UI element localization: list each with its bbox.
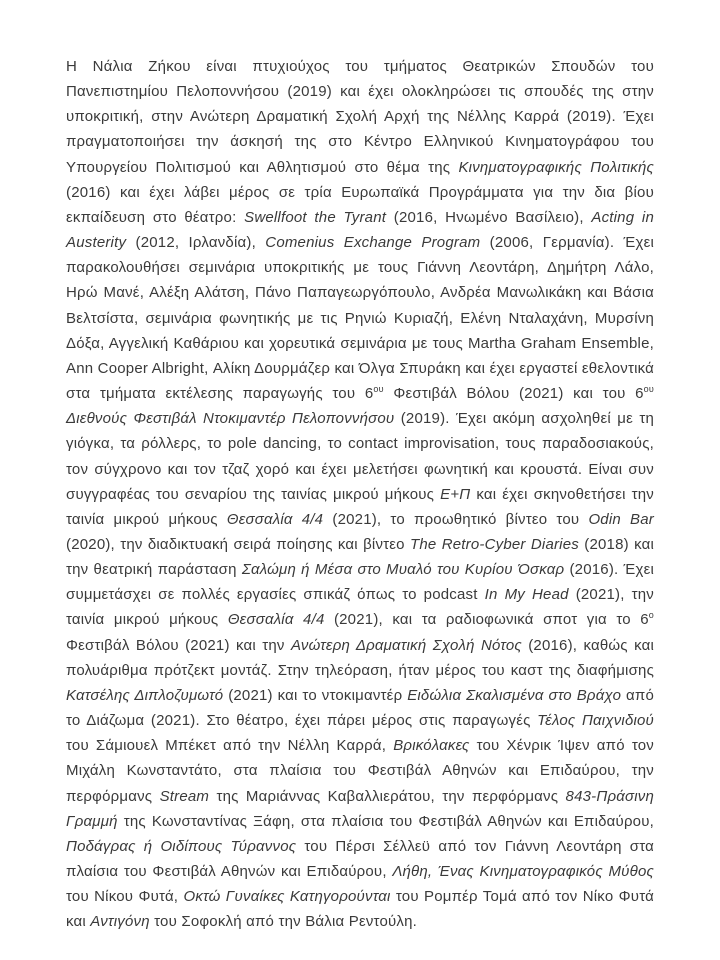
text-run: του Σάμιουελ Μπέκετ από την Νέλλη Καρρά, (66, 737, 394, 755)
title-italic-run: Θεσσαλία 4/4 (226, 510, 324, 528)
title-italic-run: Odin Bar (588, 510, 654, 528)
text-run: (2016) και έχει λάβει μέρος σε τρία Ευρωπαϊκά Προγράμματα για την δια βίου εκπαίδευση στο θέατρο: (66, 183, 654, 226)
text-run: του Πέρσι Σέλλεϋ από τον Γιάννη Λεοντάρη στα πλαίσια του Φεστιβάλ Αθηνών και Επιδαύρου, (66, 837, 654, 880)
text-run: (2021), το προωθητικό βίντεο του (323, 510, 589, 528)
text-run: Φεστιβάλ Βόλου (2021) και του 6 (383, 385, 644, 403)
text-run: (2016, Ηνωμένο Βασίλειο), (386, 208, 592, 226)
title-italic-run: Τέλος Παιχνιδιού (537, 712, 654, 730)
title-italic-run: Swellfoot the Tyrant (244, 208, 387, 226)
title-italic-run: Βρικόλακες (393, 737, 470, 755)
text-run: της Μαριάννας Καβαλλιεράτου, την περφόρμανς (209, 787, 566, 805)
title-italic-run: Ε+Π (440, 485, 471, 503)
text-run: (2019). Έχει ακόμη ασχοληθεί με τη γιόγκα, τα ρόλλερς, το pole dancing, το contact improvisation, τους παραδοσιακούς, τον σύγχρονο και τον τζαζ χορό και έχει μελετήσει φωνητική και κρουστά. Είναι συν συγγραφέας του σεναρίου της ταινίας μικρού μήκους (66, 410, 654, 503)
title-italic-run: Οκτώ Γυναίκες Κατηγορούνται (183, 888, 391, 906)
title-italic-run: Θεσσαλία 4/4 (227, 611, 325, 629)
text-run: (2021) και το ντοκιμαντέρ (223, 686, 408, 704)
ordinal-superscript: ου (643, 384, 654, 395)
ordinal-superscript: ο (648, 610, 654, 621)
text-run: του Νίκου Φυτά, (66, 888, 184, 906)
text-run: από το Διάζωμα (2021). Στο θέατρο, έχει πάρει μέρος στις παραγωγές (66, 686, 654, 730)
title-italic-run: 843-Πράσινη Γραμμή (66, 787, 654, 830)
text-run: Φεστιβάλ Βόλου (2021) και την (66, 636, 291, 654)
title-italic-run: Σαλώμη ή Μέσα στο Μυαλό του Κυρίου Όσκαρ (241, 561, 565, 579)
title-italic-run: Αντιγόνη (90, 913, 150, 931)
title-italic-run: Comenius Exchange Program (265, 234, 481, 252)
text-run: (2018) και την θεατρική παράσταση (66, 535, 654, 579)
text-run: του Χένρικ Ίψεν από τον Μιχάλη Κωνσταντάτο, στα πλαίσια του Φεστιβάλ Αθηνών και Επιδαύρου, την περφόρμανς (66, 737, 654, 805)
text-run: (2006, Γερμανία). Έχει παρακολουθήσει σεμινάρια υποκριτικής με τους Γιάννη Λεοντάρη, Δημήτρη Λάλο, Ηρώ Μανέ, Αλέξη Αλάτση, Πάνο Παπαγεωργόπουλο, Ανδρέα Μανωλικάκη και Βάσια Βελτσίστα, σεμινάρια φωνητικής με τις Ρηνιώ Κυριαζή, Ελένη Νταλαχάνη, Μυρσίνη Δόξα, Αγγελική Καθάριου και χορευτικά σεμινάρια με τους Martha Graham Ensemble, Ann Cooper Albright, Αλίκη Δουρμάζερ και Όλγα Σπυράκη και έχει εργαστεί εθελοντικά στα τμήματα εκτέλεσης παραγωγής του 6 (66, 234, 654, 403)
text-run: (2012, Ιρλανδία), (126, 234, 266, 252)
text-run: (2021), την ταινία μικρού μήκους (66, 586, 655, 629)
text-run: (2020), την διαδικτυακή σειρά ποίησης και βίντεο (66, 535, 410, 553)
text-run: του Σοφοκλή από την Βάλια Ρεντούλη. (149, 913, 418, 931)
title-italic-run: Ανώτερη Δραματική Σχολή Νότος (290, 636, 522, 654)
title-italic-run: Stream (159, 787, 210, 805)
title-italic-run: The Retro-Cyber Diaries (410, 535, 579, 553)
title-italic-run: Λήθη, Ένας Κινηματογραφικός Μύθος (392, 863, 654, 880)
text-run: του Ρομπέρ Τομά από τον Νίκο Φυτά και (66, 888, 654, 931)
title-italic-run: Διεθνούς Φεστιβάλ Ντοκιμαντέρ Πελοποννήσου (66, 410, 395, 428)
title-italic-run: Acting in Austerity (66, 208, 654, 252)
bio-paragraph (66, 54, 654, 934)
title-italic-run: Ειδώλια Σκαλισμένα στο Βράχο (407, 686, 622, 704)
text-run: Η Νάλια Ζήκου είναι πτυχιούχος του τμήματος Θεατρικών Σπουδών του Πανεπιστημίου Πελοποννήσου (2019) και έχει ολοκληρώσει τις σπουδές της στην υποκριτική, στην Ανώτερη Δραματική Σχολή Αρχή της Νέλλης Καρρά (2019). Έχει πραγματοποιήσει την άσκησή της στο Κέντρο Ελληνικού Κινηματογράφου του Υπουργείου Πολιτισμού και Αθλητισμού στο θέμα της (66, 58, 654, 176)
title-italic-run: Ποδάγρας ή Οιδίπους Τύραννος (66, 837, 297, 855)
ordinal-superscript: ου (373, 384, 384, 395)
text-run: (2016). Έχει συμμετάσχει σε πολλές εργασίες σπικάζ όπως το podcast (66, 561, 654, 604)
text-run: (2021), και τα ραδιοφωνικά σποτ για το 6 (324, 611, 649, 629)
text-run: και έχει σκηνοθετήσει την ταινία μικρού μήκους (66, 485, 654, 528)
title-italic-run: In My Head (484, 586, 569, 604)
title-italic-run: Κινηματογραφικής Πολιτικής (458, 158, 655, 176)
text-run: (2016), καθώς και πολυάριθμα πρότζεκτ μοντάζ. Στην τηλεόραση, ήταν μέρος του καστ της διαφήμισης (66, 636, 654, 679)
text-run: της Κωνσταντίνας Ξάφη, στα πλαίσια του Φεστιβάλ Αθηνών και Επιδαύρου, (117, 812, 654, 830)
title-italic-run: Κατσέλης Διπλοζυμωτό (66, 686, 224, 704)
